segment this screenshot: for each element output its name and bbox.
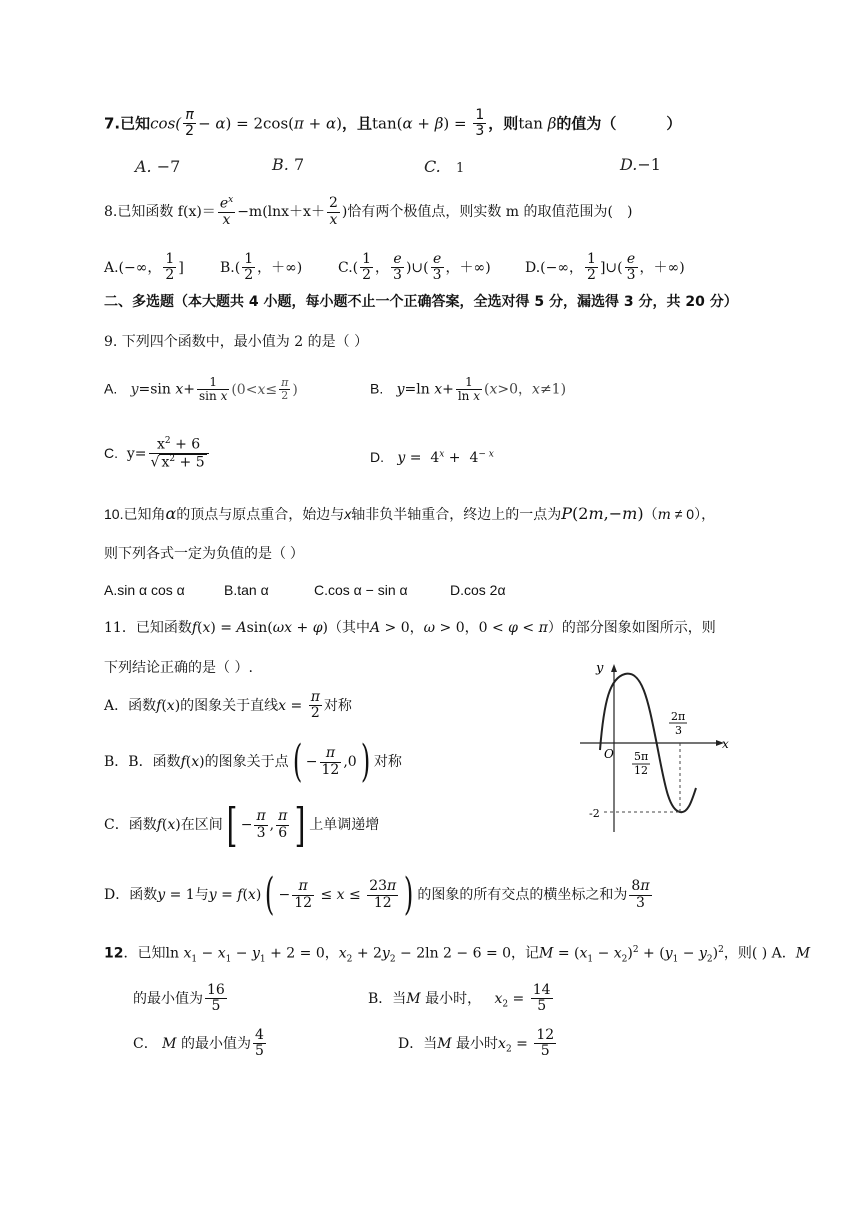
q7-number: 7. <box>104 114 121 133</box>
q10-option-d: D.cos 2α <box>450 582 506 598</box>
q11-stem-line2: 下列结论正确的是（ ）. <box>104 660 253 676</box>
q7-option-d: D.−1 <box>620 155 661 174</box>
q11-option-b: B．B．函数f(x)的图象关于点( − $\frac{\pi}{12}$ ,0) 对称 <box>104 736 402 787</box>
q7-option-a: A. −7 <box>135 157 181 176</box>
q8-frac-2-x: $\frac{2}{x}$ <box>328 195 338 228</box>
q7-stem: 7.已知cos( $\frac{\pi}{2}$ − α) = 2cos(π + α)，且tan(α + β) = $\frac{1}{3}$ ，则tan β的值为（ ） <box>104 107 682 140</box>
q9-option-d: D. $y = 4^x + 4^{- x}$ <box>370 449 494 466</box>
q7-option-c: C. 1 <box>424 157 465 176</box>
section-2-heading: 二、多选题（本大题共 4 小题，每小题不止一个正确答案，全选对得 5 分，漏选得 3 分，共 20 分） <box>104 294 738 310</box>
q10-option-b: B.tan α <box>224 582 269 598</box>
q9-stem: 9. 下列四个函数中，最小值为 2 的是（ ） <box>104 334 369 350</box>
q12-option-d: D．当M 最小时$x_2$ = $\frac{12}{5}$ <box>398 1027 555 1060</box>
q8-number: 8. <box>104 204 118 221</box>
y-axis-arrow <box>611 664 617 672</box>
tick-5pi: 5π <box>634 750 649 763</box>
q9-option-b: B. y=ln x+ $\frac{1}{\text{ln x}}$ (x>0，x≠1) <box>370 375 567 404</box>
q12-option-c: C． M 的最小值为 $\frac{4}{5}$ <box>133 1027 264 1060</box>
origin-label: O <box>604 747 614 761</box>
q8-frac-ex-x: $\frac{e^x}{x}$ <box>219 195 234 229</box>
q8-stem: 8.已知函数 f(x)＝ $\frac{e^x}{x}$ −m(lnx＋x＋ $\frac{2}{x}$ )恰有两个极值点，则实数 m 的取值范围为( ) <box>104 195 633 229</box>
q8-option-b: B.( $\frac{1}{2}$ ，＋∞) <box>220 251 303 284</box>
x-axis-label: x <box>722 737 729 751</box>
q12-stem-line1: 12．已知$\ln x_1 - x_1 - y_1 + 2 = 0$，$x_2 + 2y_2 - 2\ln$ 2 − 6 = 0，记$M = (x_1 - x_2)^2 + (y_1 - y_2)^2$，则( ) A．M <box>104 945 811 965</box>
q10-option-c: C.cos α − sin α <box>314 582 408 598</box>
q8-option-a: A.(−∞， $\frac{1}{2}$ ] <box>104 251 184 284</box>
tick-12: 12 <box>634 764 648 777</box>
q11-option-d: D．函数y = 1与y = f(x)( − $\frac{\pi}{12}$ ≤ x ≤ $\frac{23\pi}{12}$ ) 的图象的所有交点的横坐标之和为 $\frac{8\pi}{3}$ <box>104 869 650 920</box>
q7-option-b: B. 7 <box>272 155 305 174</box>
q10-stem-line2: 则下列各式一定为负值的是（ ） <box>104 545 304 561</box>
tick-3: 3 <box>675 724 682 737</box>
q7-frac-1-3: $\frac{1}{3}$ <box>475 107 485 140</box>
q10-option-a: A.sin α cos α <box>104 582 185 598</box>
tick-2pi: 2π <box>671 710 686 723</box>
q8-option-d: D.(−∞， $\frac{1}{2}$ ]∪( $\frac{e}{3}$ ，＋∞) <box>525 251 685 284</box>
q9-option-a: A. y=sin x+ $\frac{1}{\text{sin x}}$ (0<x≤ $\frac{\pi}{2}$ ) <box>104 375 298 404</box>
q10-stem-line1: 10.已知角α的顶点与原点重合，始边与x轴非负半轴重合，终边上的一点为P(2m,−m)（m ≠ 0）， <box>104 504 716 523</box>
q8-option-c: C.( $\frac{1}{2}$ ， $\frac{e}{3}$ )∪( $\frac{e}{3}$ ，＋∞) <box>338 251 491 284</box>
q12-option-a-cont: 的最小值为 $\frac{16}{5}$ <box>133 982 225 1015</box>
q7-frac-pi-2: $\frac{\pi}{2}$ <box>185 107 195 140</box>
q11-stem-line1: 11．已知函数f(x) = Asin(ωx + φ)（其中A > 0，ω > 0，0 < φ < π）的部分图象如图所示，则 <box>104 620 716 636</box>
tick-neg2: -2 <box>589 807 600 820</box>
q12-option-b: B．当M 最小时， $x_2$ = $\frac{14}{5}$ <box>368 982 551 1015</box>
q11-option-c: C．函数f(x)在区间[ − $\frac{\pi}{3}$ , $\frac{\pi}{6}$ ] 上单调递增 <box>104 798 380 852</box>
q11-function-graph <box>580 660 740 840</box>
q9-option-c: C. y= $\frac{x^2 + 6}{√ x^2 + 5}$ <box>104 437 211 471</box>
y-axis-label: y <box>596 661 604 676</box>
q11-option-a: A．函数f(x)的图象关于直线x = $\frac{\pi}{2}$ 对称 <box>104 689 352 722</box>
